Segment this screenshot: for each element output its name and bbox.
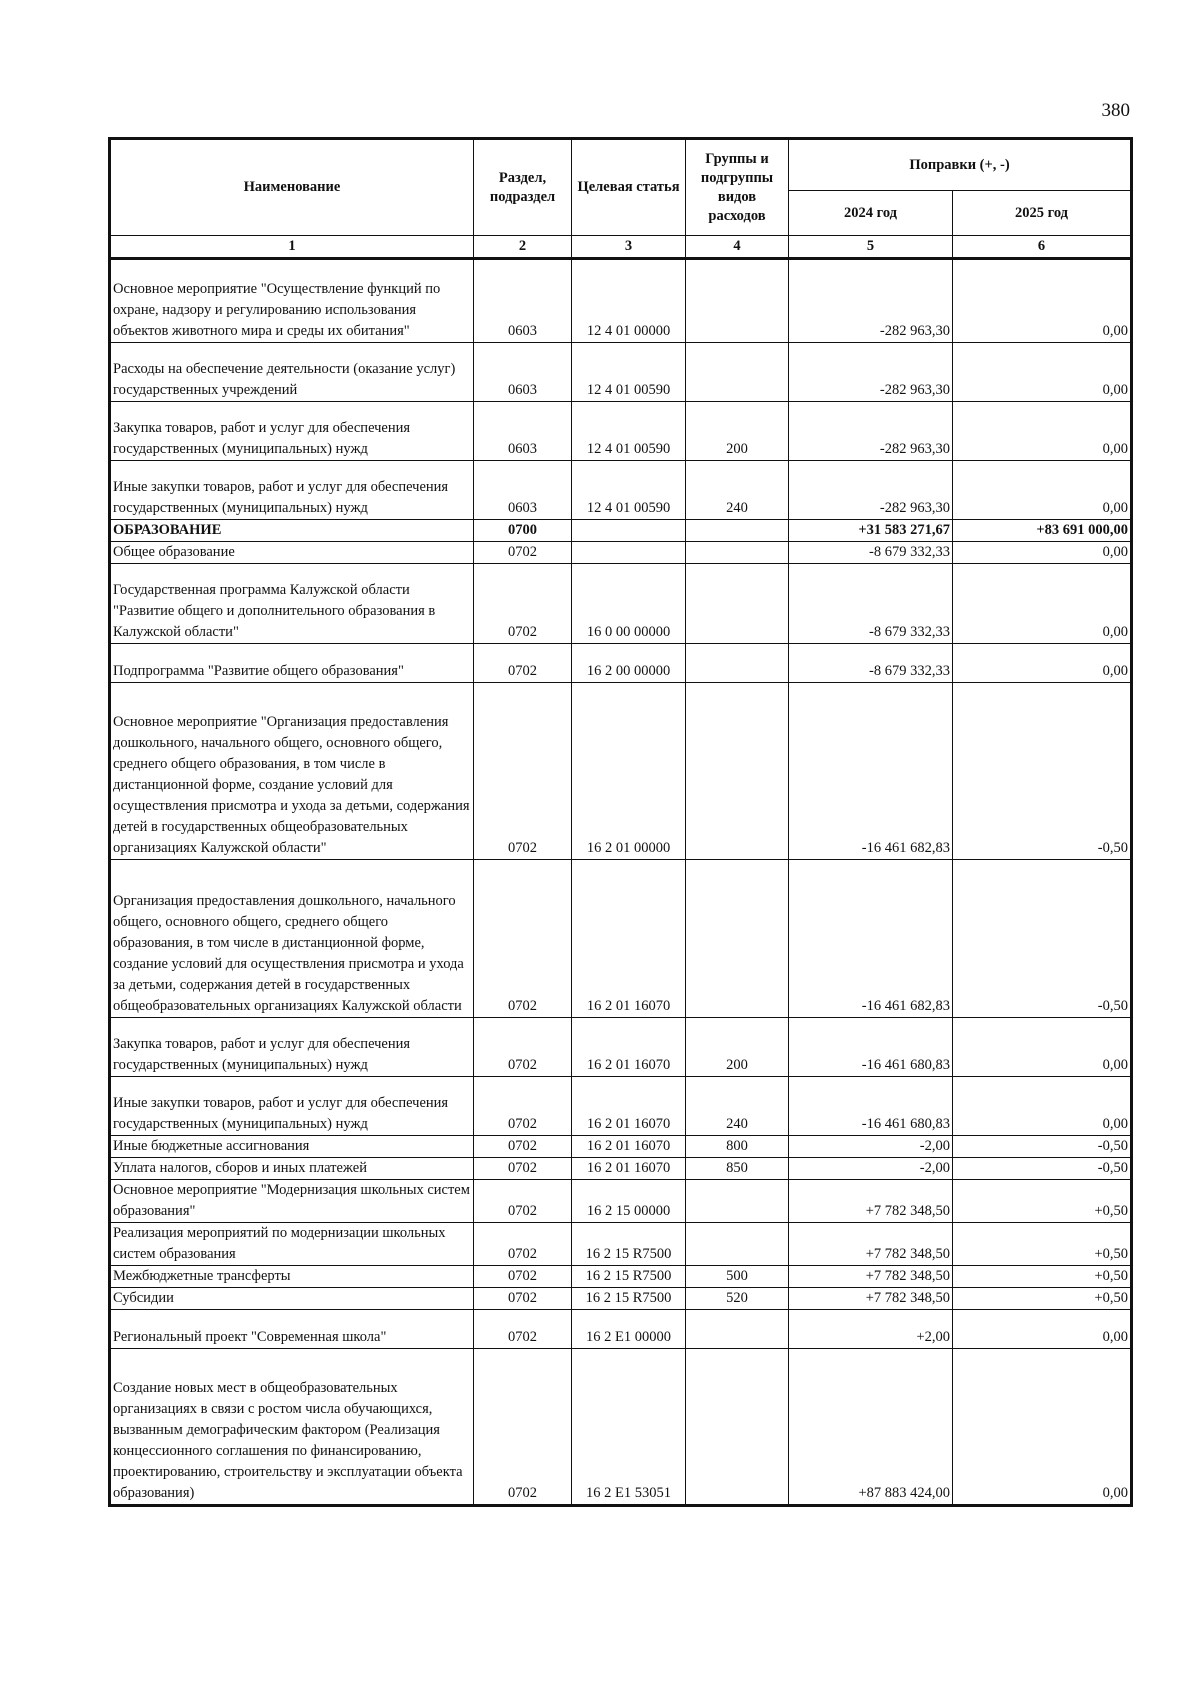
column-number: 4 <box>686 236 789 259</box>
row-name: Иные бюджетные ассигнования <box>110 1136 474 1158</box>
table-row <box>110 564 1132 644</box>
row-amount-2024: -282 963,30 <box>789 259 953 343</box>
row-section: 0700 <box>474 520 572 542</box>
row-section: 0702 <box>474 1288 572 1310</box>
row-name: Уплата налогов, сборов и иных платежей <box>110 1158 474 1180</box>
row-section: 0702 <box>474 1136 572 1158</box>
column-number: 3 <box>572 236 686 259</box>
row-amount-2024: +7 782 348,50 <box>789 1180 953 1223</box>
row-section: 0702 <box>474 1349 572 1506</box>
row-name: Государственная программа Калужской области "Развитие общего и дополнительного образования в Калужской области" <box>110 564 474 644</box>
row-amount-2024: -16 461 680,83 <box>789 1077 953 1136</box>
row-target: 12 4 01 00000 <box>572 259 686 343</box>
row-target: 16 2 E1 53051 <box>572 1349 686 1506</box>
row-amount-2024: +7 782 348,50 <box>789 1288 953 1310</box>
row-target: 16 2 15 00000 <box>572 1180 686 1223</box>
row-amount-2024: -16 461 680,83 <box>789 1018 953 1077</box>
row-amount-2024: -2,00 <box>789 1136 953 1158</box>
row-name: Иные закупки товаров, работ и услуг для обеспечения государственных (муниципальных) нужд <box>110 461 474 520</box>
row-amount-2025: +83 691 000,00 <box>953 520 1132 542</box>
row-amount-2025: 0,00 <box>953 1077 1132 1136</box>
row-name: Подпрограмма "Развитие общего образования" <box>110 644 474 683</box>
row-amount-2025: +0,50 <box>953 1288 1132 1310</box>
table-row <box>110 1180 1132 1223</box>
row-group <box>686 1349 789 1506</box>
header-year-2025: 2025 год <box>953 191 1132 236</box>
row-section: 0603 <box>474 461 572 520</box>
table-row <box>110 1349 1132 1506</box>
row-target: 16 2 15 R7500 <box>572 1266 686 1288</box>
row-amount-2025: 0,00 <box>953 259 1132 343</box>
row-name: Общее образование <box>110 542 474 564</box>
column-number: 2 <box>474 236 572 259</box>
row-amount-2024: -16 461 682,83 <box>789 683 953 860</box>
row-group <box>686 1310 789 1349</box>
row-group: 800 <box>686 1136 789 1158</box>
table-row <box>110 259 1132 343</box>
row-group: 500 <box>686 1266 789 1288</box>
row-amount-2024: -8 679 332,33 <box>789 564 953 644</box>
row-amount-2025: -0,50 <box>953 683 1132 860</box>
row-amount-2024: -282 963,30 <box>789 461 953 520</box>
row-amount-2024: -2,00 <box>789 1158 953 1180</box>
row-section: 0702 <box>474 644 572 683</box>
row-group: 200 <box>686 402 789 461</box>
header-name: Наименование <box>110 139 474 236</box>
header-section: Раздел, подраздел <box>474 139 572 236</box>
table-row <box>110 1223 1132 1266</box>
table-row <box>110 644 1132 683</box>
row-name: Региональный проект "Современная школа" <box>110 1310 474 1349</box>
table-row <box>110 1310 1132 1349</box>
row-amount-2025: 0,00 <box>953 461 1132 520</box>
row-amount-2025: 0,00 <box>953 1018 1132 1077</box>
column-number: 5 <box>789 236 953 259</box>
column-number: 6 <box>953 236 1132 259</box>
row-group: 240 <box>686 461 789 520</box>
row-target: 16 2 01 16070 <box>572 860 686 1018</box>
table-row <box>110 1158 1132 1180</box>
row-amount-2024: -282 963,30 <box>789 402 953 461</box>
row-section: 0702 <box>474 1180 572 1223</box>
table-header <box>110 139 1132 259</box>
row-target: 16 2 15 R7500 <box>572 1288 686 1310</box>
row-group <box>686 343 789 402</box>
row-section: 0702 <box>474 1018 572 1077</box>
row-name: Субсидии <box>110 1288 474 1310</box>
row-target: 16 2 00 00000 <box>572 644 686 683</box>
row-group <box>686 683 789 860</box>
row-amount-2025: +0,50 <box>953 1180 1132 1223</box>
row-group <box>686 644 789 683</box>
row-amount-2025: +0,50 <box>953 1223 1132 1266</box>
table-row <box>110 542 1132 564</box>
row-section: 0702 <box>474 1077 572 1136</box>
page-number: 380 <box>1101 100 1130 121</box>
row-group: 520 <box>686 1288 789 1310</box>
row-section: 0702 <box>474 1310 572 1349</box>
row-target: 16 0 00 00000 <box>572 564 686 644</box>
row-group <box>686 1223 789 1266</box>
row-amount-2025: -0,50 <box>953 1158 1132 1180</box>
row-target: 16 2 01 16070 <box>572 1077 686 1136</box>
table-row <box>110 402 1132 461</box>
table-row <box>110 1288 1132 1310</box>
row-group <box>686 520 789 542</box>
row-section: 0702 <box>474 564 572 644</box>
row-name: Основное мероприятие "Организация предоставления дошкольного, начального общего, основного общего, среднего общего образования, в том числе в дистанционной форме, создание условий для осуществления присмотра и ухода за детьми, содержания детей в государственных общеобразовательных организациях Калужской области" <box>110 683 474 860</box>
table-row <box>110 860 1132 1018</box>
row-target: 16 2 01 16070 <box>572 1018 686 1077</box>
table-row <box>110 520 1132 542</box>
row-section: 0603 <box>474 343 572 402</box>
row-name: Основное мероприятие "Модернизация школьных систем образования" <box>110 1180 474 1223</box>
table-row <box>110 343 1132 402</box>
row-amount-2024: +2,00 <box>789 1310 953 1349</box>
row-group <box>686 259 789 343</box>
row-group: 850 <box>686 1158 789 1180</box>
row-amount-2025: 0,00 <box>953 1349 1132 1506</box>
row-name: ОБРАЗОВАНИЕ <box>110 520 474 542</box>
row-amount-2025: 0,00 <box>953 564 1132 644</box>
row-section: 0702 <box>474 542 572 564</box>
row-name: Иные закупки товаров, работ и услуг для обеспечения государственных (муниципальных) нужд <box>110 1077 474 1136</box>
row-amount-2025: -0,50 <box>953 1136 1132 1158</box>
row-group <box>686 564 789 644</box>
table-row <box>110 1018 1132 1077</box>
row-amount-2025: -0,50 <box>953 860 1132 1018</box>
row-amount-2025: +0,50 <box>953 1266 1132 1288</box>
row-amount-2024: -282 963,30 <box>789 343 953 402</box>
row-amount-2025: 0,00 <box>953 542 1132 564</box>
row-target: 16 2 01 16070 <box>572 1136 686 1158</box>
row-target: 16 2 01 16070 <box>572 1158 686 1180</box>
row-section: 0702 <box>474 1223 572 1266</box>
row-group: 240 <box>686 1077 789 1136</box>
row-target <box>572 542 686 564</box>
row-amount-2024: +31 583 271,67 <box>789 520 953 542</box>
row-group <box>686 542 789 564</box>
row-amount-2024: -16 461 682,83 <box>789 860 953 1018</box>
table-row <box>110 1136 1132 1158</box>
table-row <box>110 1077 1132 1136</box>
row-name: Межбюджетные трансферты <box>110 1266 474 1288</box>
row-target <box>572 520 686 542</box>
row-name: Закупка товаров, работ и услуг для обеспечения государственных (муниципальных) нужд <box>110 402 474 461</box>
row-section: 0702 <box>474 683 572 860</box>
row-section: 0603 <box>474 259 572 343</box>
row-name: Закупка товаров, работ и услуг для обеспечения государственных (муниципальных) нужд <box>110 1018 474 1077</box>
row-name: Создание новых мест в общеобразовательных организациях в связи с ростом числа обучающихся, вызванным демографическим фактором (Реализация концессионного соглашения по финансированию, проектированию, строительству и эксплуатации объекта образования) <box>110 1349 474 1506</box>
row-section: 0603 <box>474 402 572 461</box>
row-amount-2025: 0,00 <box>953 402 1132 461</box>
row-section: 0702 <box>474 860 572 1018</box>
table-row <box>110 461 1132 520</box>
row-target: 16 2 E1 00000 <box>572 1310 686 1349</box>
table-row <box>110 683 1132 860</box>
row-amount-2024: -8 679 332,33 <box>789 542 953 564</box>
row-amount-2025: 0,00 <box>953 644 1132 683</box>
column-number: 1 <box>110 236 474 259</box>
row-group <box>686 860 789 1018</box>
row-name: Основное мероприятие "Осуществление функций по охране, надзору и регулированию использования объектов животного мира и среды их обитания" <box>110 259 474 343</box>
header-amendments: Поправки (+, -) <box>789 139 1132 191</box>
row-amount-2025: 0,00 <box>953 1310 1132 1349</box>
row-amount-2024: +7 782 348,50 <box>789 1223 953 1266</box>
budget-amendments-table <box>108 137 1133 1507</box>
row-name: Реализация мероприятий по модернизации школьных систем образования <box>110 1223 474 1266</box>
row-amount-2024: +7 782 348,50 <box>789 1266 953 1288</box>
row-section: 0702 <box>474 1158 572 1180</box>
row-amount-2024: +87 883 424,00 <box>789 1349 953 1506</box>
header-target: Целевая статья <box>572 139 686 236</box>
row-name: Организация предоставления дошкольного, начального общего, основного общего, среднего общего образования, в том числе в дистанционной форме, создание условий для осуществления присмотра и ухода за детьми, содержания детей в государственных общеобразовательных организациях Калужской области <box>110 860 474 1018</box>
row-target: 16 2 15 R7500 <box>572 1223 686 1266</box>
row-target: 12 4 01 00590 <box>572 343 686 402</box>
header-groups: Группы и подгруппы видов расходов <box>686 139 789 236</box>
table-row <box>110 1266 1132 1288</box>
row-target: 12 4 01 00590 <box>572 402 686 461</box>
header-year-2024: 2024 год <box>789 191 953 236</box>
row-target: 12 4 01 00590 <box>572 461 686 520</box>
table-body <box>110 259 1132 1506</box>
row-group: 200 <box>686 1018 789 1077</box>
row-amount-2025: 0,00 <box>953 343 1132 402</box>
row-group <box>686 1180 789 1223</box>
row-amount-2024: -8 679 332,33 <box>789 644 953 683</box>
row-target: 16 2 01 00000 <box>572 683 686 860</box>
row-section: 0702 <box>474 1266 572 1288</box>
row-name: Расходы на обеспечение деятельности (оказание услуг) государственных учреждений <box>110 343 474 402</box>
